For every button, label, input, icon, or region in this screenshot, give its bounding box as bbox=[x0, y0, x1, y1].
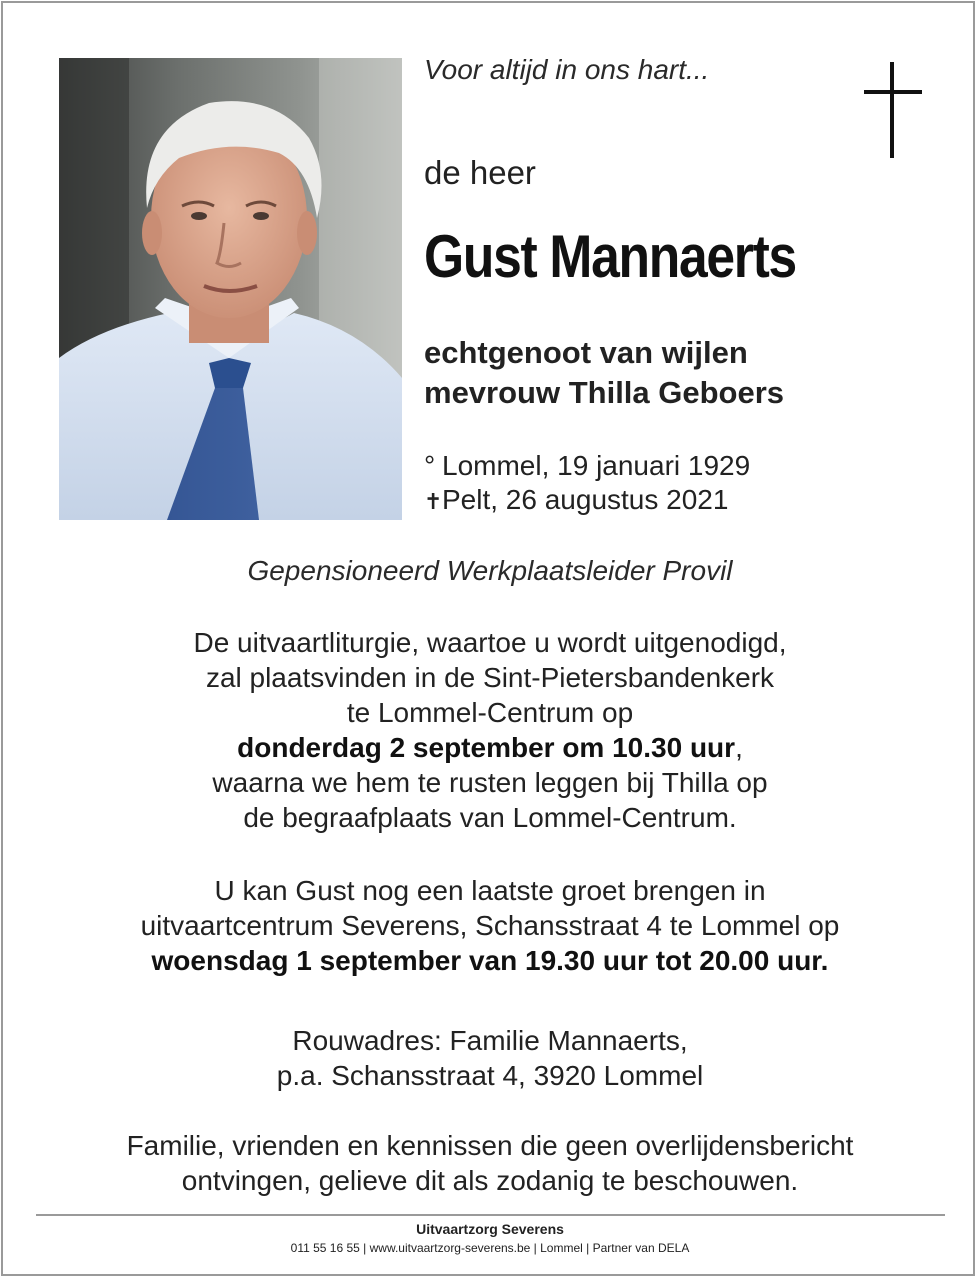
visitation-line-1: U kan Gust nog een laatste groet brengen in bbox=[214, 875, 766, 906]
funeral-line-6: de begraafplaats van Lommel-Centrum. bbox=[243, 802, 737, 833]
cross-icon bbox=[864, 62, 922, 158]
footer-title: Uitvaartzorg Severens bbox=[416, 1221, 564, 1237]
visitation-date bbox=[0, 943, 980, 978]
notice bbox=[0, 1128, 980, 1198]
funeral-date-suffix: , bbox=[735, 732, 743, 763]
funeral-line-5: waarna we hem te rusten leggen bij Thilla op bbox=[212, 767, 768, 798]
notice-line-2: ontvingen, gelieve dit als zodanig te beschouwen. bbox=[181, 1165, 799, 1196]
salutation: de heer bbox=[424, 154, 536, 191]
visitation-info bbox=[0, 873, 980, 978]
motto: Voor altijd in ons hart... bbox=[424, 54, 710, 85]
funeral-date-bold: donderdag 2 september om 10.30 uur bbox=[237, 732, 736, 763]
visitation-date-bold: woensdag 1 september van 19.30 uur tot 20.00 uur. bbox=[151, 945, 829, 976]
funeral-info bbox=[0, 625, 980, 835]
address-line-2: p.a. Schansstraat 4, 3920 Lommel bbox=[276, 1060, 704, 1091]
portrait-photo bbox=[59, 58, 402, 520]
deceased-name: Gust Mannaerts bbox=[424, 223, 796, 290]
visitation-line-2: uitvaartcentrum Severens, Schansstraat 4 te Lommel op bbox=[140, 910, 840, 941]
address-line-1: Rouwadres: Familie Mannaerts, bbox=[292, 1025, 688, 1056]
spouse-line-1: echtgenoot van wijlen bbox=[424, 335, 748, 370]
funeral-line-3: te Lommel-Centrum op bbox=[346, 697, 634, 728]
spouse-info bbox=[424, 333, 784, 413]
death-symbol: ✝ bbox=[424, 489, 443, 514]
death-text: Pelt, 26 augustus 2021 bbox=[442, 484, 729, 515]
funeral-line-1: De uitvaartliturgie, waartoe u wordt uitgenodigd, bbox=[193, 627, 787, 658]
funeral-date bbox=[0, 730, 980, 765]
mourning-address bbox=[0, 1023, 980, 1093]
birth-symbol: ° bbox=[424, 450, 436, 481]
footer-divider bbox=[36, 1214, 945, 1216]
birth-text: Lommel, 19 januari 1929 bbox=[442, 450, 751, 481]
profession: Gepensioneerd Werkplaatsleider Provil bbox=[247, 555, 733, 586]
funeral-line-2: zal plaatsvinden in de Sint-Pietersbandenkerk bbox=[205, 662, 775, 693]
birth-date bbox=[424, 449, 750, 483]
spouse-line-2: mevrouw Thilla Geboers bbox=[424, 375, 785, 410]
death-date bbox=[424, 483, 750, 519]
life-dates bbox=[424, 449, 750, 519]
footer-contact: 011 55 16 55 | www.uitvaartzorg-severens.be | Lommel | Partner van DELA bbox=[290, 1241, 690, 1255]
notice-line-1: Familie, vrienden en kennissen die geen overlijdensbericht bbox=[126, 1130, 854, 1161]
